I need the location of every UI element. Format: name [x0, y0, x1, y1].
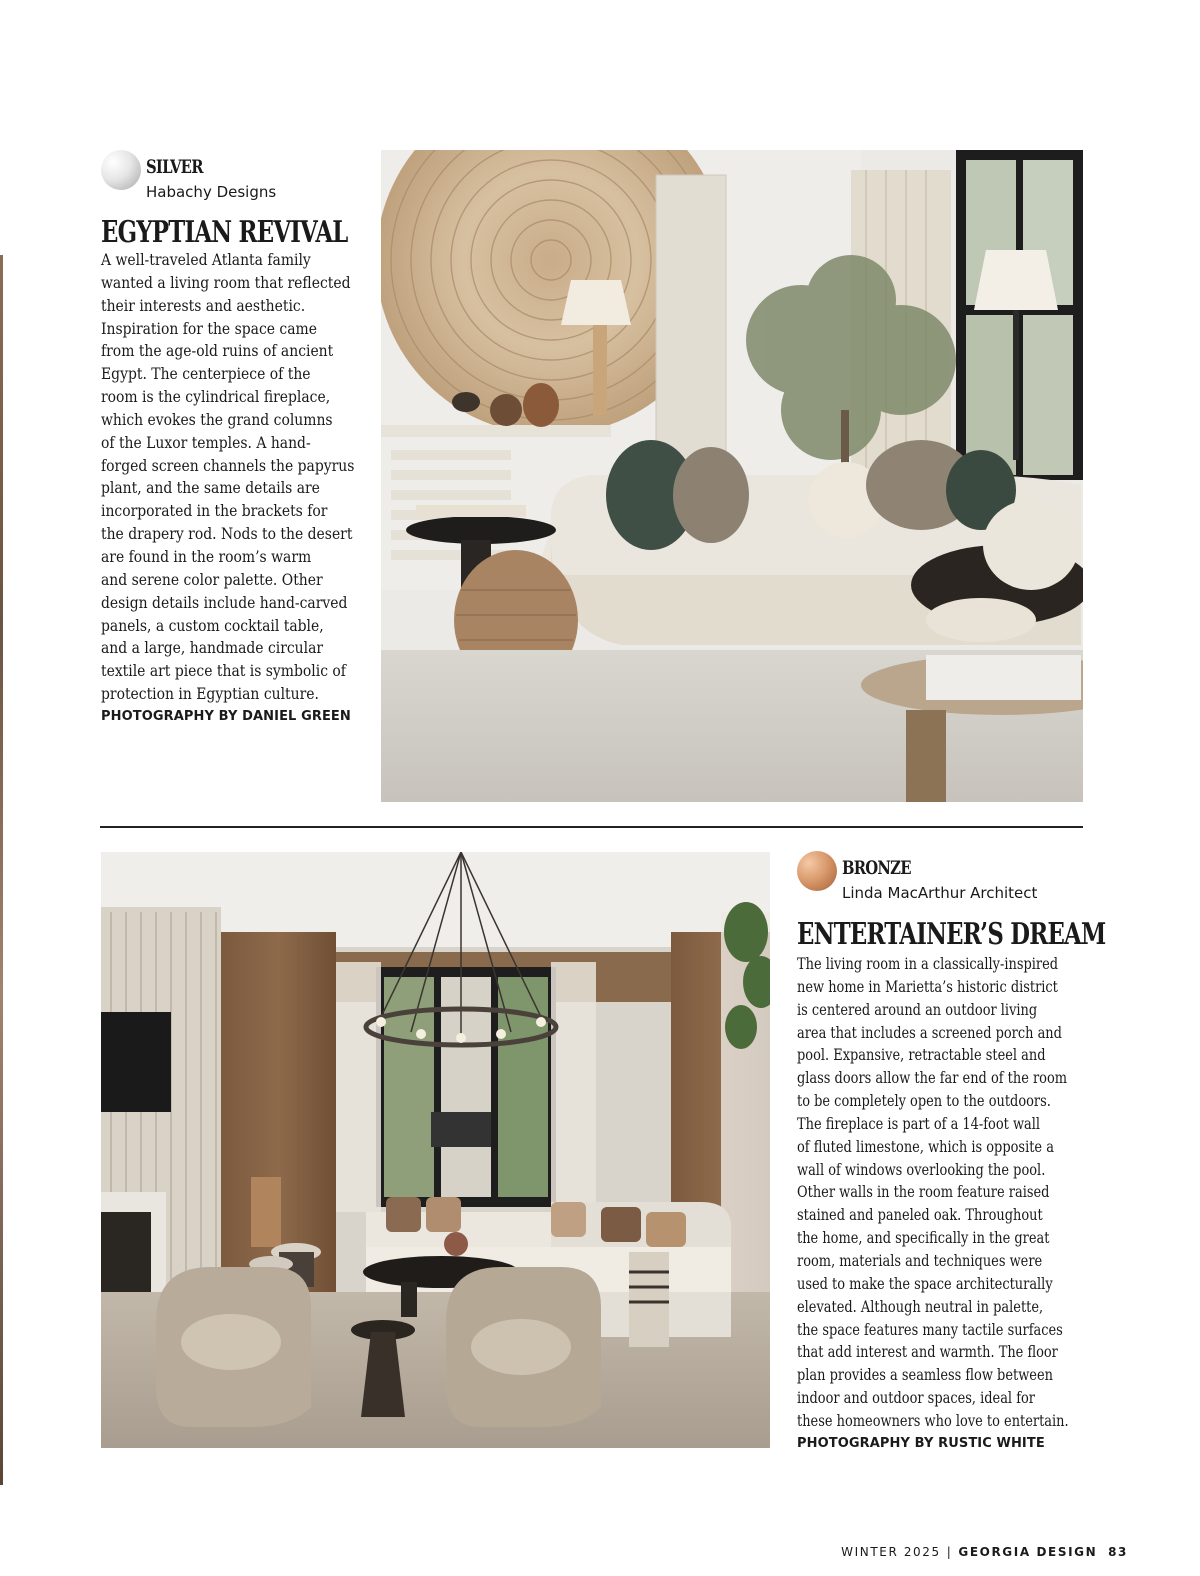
body-line: wanted a living room that reflected — [101, 272, 351, 292]
body-line: used to make the space architecturally — [797, 1273, 1053, 1293]
body-line: Egypt. The centerpiece of the — [101, 364, 311, 384]
body-line: The living room in a classically-inspired — [797, 954, 1059, 973]
body-line: area that includes a screened porch and — [797, 1022, 1062, 1042]
body-line: panels, a custom cocktail table, — [101, 615, 324, 635]
body-line: of fluted limestone, which is opposite a — [797, 1136, 1054, 1156]
body-line: plan provides a seamless flow between — [797, 1365, 1053, 1385]
body-line: is centered around an outdoor living — [797, 999, 1038, 1019]
body-line: are found in the room’s warm — [101, 546, 312, 566]
body-line: and serene color palette. Other — [101, 569, 323, 589]
silver-medal-icon — [101, 150, 141, 190]
body-line: pool. Expansive, retractable steel and — [797, 1045, 1046, 1065]
body-line: forged screen channels the papyrus — [101, 455, 355, 475]
body-line: Inspiration for the space came — [101, 318, 317, 338]
body-line: of the Luxor temples. A hand- — [101, 432, 311, 452]
bronze-award-header — [797, 851, 1087, 911]
award-firm-silver: Habachy Designs — [146, 183, 277, 201]
photo-credit-silver: PHOTOGRAPHY BY DANIEL GREEN — [101, 708, 351, 724]
body-line: the drapery rod. Nods to the desert — [101, 524, 353, 544]
folio-separator: | — [946, 1545, 953, 1559]
body-line: these homeowners who love to entertain. — [797, 1410, 1069, 1430]
body-line: the space features many tactile surfaces — [797, 1319, 1063, 1339]
body-line: room, materials and techniques were — [797, 1250, 1043, 1270]
body-line: textile art piece that is symbolic of — [101, 661, 346, 681]
page-folio — [841, 1545, 1128, 1559]
bronze-body-text — [797, 953, 1082, 1455]
photo-entertainers-living-room — [101, 852, 770, 1448]
section-divider-rule — [100, 826, 1083, 828]
body-line: that add interest and warmth. The floor — [797, 1342, 1058, 1362]
body-line: indoor and outdoor spaces, ideal for — [797, 1388, 1035, 1408]
photo-egyptian-living-room — [381, 150, 1083, 802]
page-edge-bleed — [0, 255, 3, 1485]
magazine-name: GEORGIA DESIGN — [958, 1545, 1098, 1559]
body-line: the home, and specifically in the great — [797, 1228, 1050, 1248]
body-line: incorporated in the brackets for — [101, 501, 328, 521]
silver-body-text — [101, 249, 376, 728]
body-line: from the age-old ruins of ancient — [101, 341, 334, 361]
body-line: new home in Marietta’s historic district — [797, 976, 1058, 996]
body-line: which evokes the grand columns — [101, 409, 333, 429]
body-line: glass doors allow the far end of the room — [797, 1068, 1068, 1088]
body-line: wall of windows overlooking the pool. — [797, 1159, 1046, 1179]
photo-credit-bronze: PHOTOGRAPHY BY RUSTIC WHITE — [797, 1435, 1045, 1451]
headline-egyptian-revival: EGYPTIAN REVIVAL — [101, 215, 348, 250]
body-line: design details include hand-carved — [101, 592, 348, 612]
body-line: and a large, handmade circular — [101, 638, 324, 658]
body-line: A well-traveled Atlanta family — [101, 250, 311, 269]
body-line: Other walls in the room feature raised — [797, 1182, 1050, 1202]
body-line: The fireplace is part of a 14-foot wall — [797, 1113, 1041, 1133]
body-line: stained and paneled oak. Throughout — [797, 1205, 1043, 1225]
body-line: elevated. Although neutral in palette, — [797, 1296, 1044, 1316]
silver-award-header — [101, 150, 361, 210]
body-line: their interests and aesthetic. — [101, 295, 306, 315]
page-number: 83 — [1108, 1545, 1128, 1559]
body-line: room is the cylindrical fireplace, — [101, 387, 331, 407]
body-line: protection in Egyptian culture. — [101, 684, 319, 704]
body-line: to be completely open to the outdoors. — [797, 1091, 1051, 1111]
headline-entertainers-dream: ENTERTAINER’S DREAM — [797, 917, 1106, 952]
award-level-bronze: BRONZE — [842, 857, 911, 879]
bronze-medal-icon — [797, 851, 837, 891]
award-firm-bronze: Linda MacArthur Architect — [842, 884, 1038, 902]
body-line: plant, and the same details are — [101, 478, 320, 498]
issue-date: WINTER 2025 — [841, 1545, 941, 1559]
award-level-silver: SILVER — [146, 156, 203, 178]
